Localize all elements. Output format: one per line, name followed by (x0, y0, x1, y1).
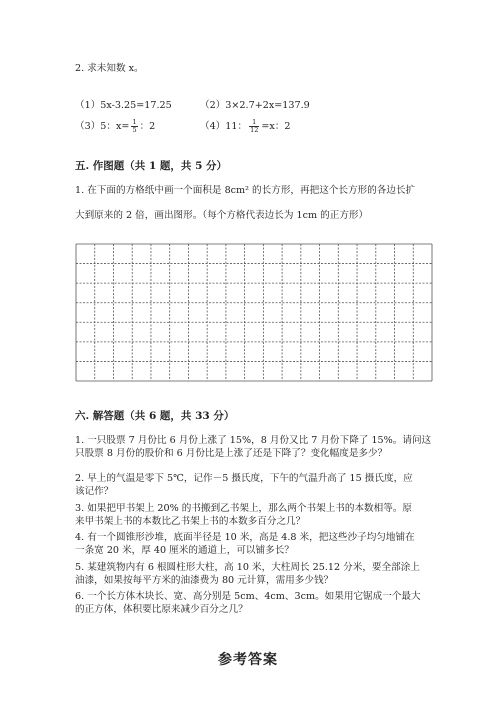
fraction-denominator: 5 (132, 126, 137, 134)
grid-paper (75, 243, 433, 382)
paragraph-line: 大到原来的 2 倍，画出图形。（每个方格代表边长为 1cm 的正方形） (75, 210, 369, 221)
fraction-numerator: 1 (132, 118, 137, 126)
problem-line: 5. 某建筑物内有 6 根圆柱形大柱，高 10 米，大柱周长 25.12 分米，要全部涂上 (75, 562, 420, 573)
problem-line: 来甲书架上书的本数比乙书架上书的本数多百分之几？ (75, 516, 306, 527)
question-title: 2. 求未知数 x。 (75, 63, 144, 74)
problem-line: 一条宽 20 米，厚 40 厘米的通道上，可以铺多长？ (75, 545, 294, 556)
problem-line: 只股票 8 月份的股价和 6 月份比是上涨了还是下降了？变化幅度是多少？ (75, 448, 388, 459)
equation-2: （2）3×2.7+2x=137.9 (200, 100, 310, 111)
problem-line: 该记作？ (75, 486, 114, 497)
equation-3 (75, 118, 155, 134)
fraction-numerator: 1 (249, 119, 259, 127)
problem-line: 2. 早上的气温是零下 5℃，记作－5 摄氏度，下午的气温升高了 15 摄氏度，应 (75, 473, 413, 484)
section-heading: 六. 解答题（共 6 题，共 33 分） (75, 410, 235, 422)
problem-line: 6. 一个长方体木块长、宽、高分别是 5cm、4cm、3cm。如果用它锯成一个最大 (75, 591, 421, 602)
section-heading: 五. 作图题（共 1 题，共 5 分） (75, 160, 228, 172)
problem-line: 油漆，如果按每平方米的油漆费为 80 元计算，需用多少钱？ (75, 575, 334, 586)
equation-4 (200, 118, 291, 134)
equation-4-pre: （4）11： (200, 121, 248, 132)
fraction (131, 119, 137, 134)
equation-3-post: ：2 (139, 121, 156, 132)
fraction (249, 119, 259, 134)
fraction-denominator: 12 (250, 126, 259, 134)
problem-line: 3. 如果把甲书架上 20% 的书搬到乙书架上，那么两个书架上书的本数相等。原 (75, 503, 413, 514)
problem-line: 的正方体，体积要比原来减少百分之几？ (75, 604, 248, 615)
answer-title: 参考答案 (218, 652, 278, 668)
paragraph-line: 1. 在下面的方格纸中画一个面积是 8cm² 的长方形，再把这个长方形的各边长扩 (75, 185, 416, 196)
equation-1: （1）5x-3.25=17.25 (75, 100, 172, 111)
equation-4-post: =x：2 (261, 121, 291, 132)
problem-line: 1. 一只股票 7 月份比 6 月份上涨了 15%，8 月份又比 7 月份下降了 15%。请问这 (75, 435, 432, 446)
equation-3-pre: （3）5：x= (75, 121, 130, 132)
problem-line: 4. 有一个圆锥形沙堆，底面半径是 10 米，高是 4.8 米，把这些沙子均匀地铺在 (75, 532, 415, 543)
